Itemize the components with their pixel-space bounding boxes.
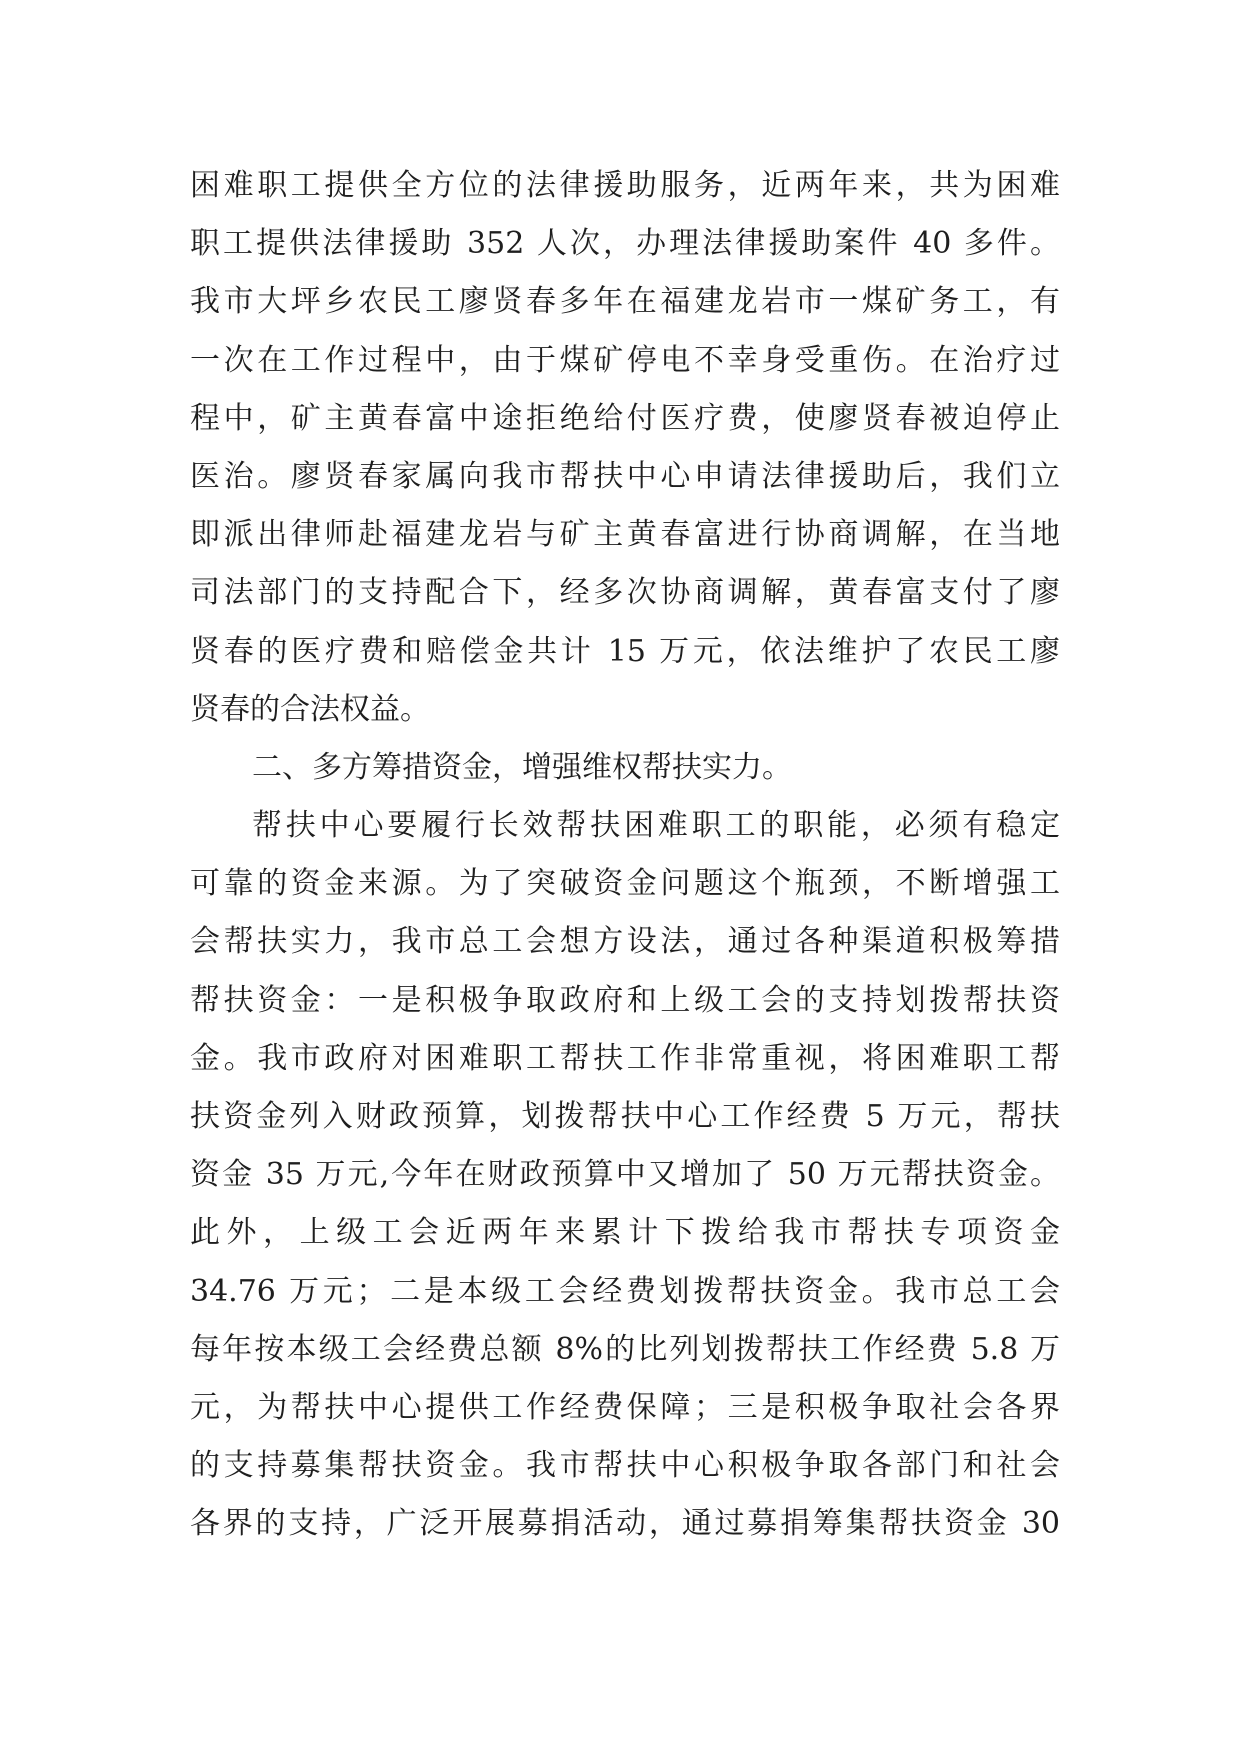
text-line: 会帮扶实力，我市总工会想方设法，通过各种渠道积极筹措 (190, 924, 1060, 960)
text-line: 程中，矿主黄春富中途拒绝给付医疗费，使廖贤春被迫停止 (190, 400, 1060, 436)
text-line: 困难职工提供全方位的法律援助服务，近两年来，共为困难 (190, 168, 1060, 203)
text-line: 此外，上级工会近两年来累计下拨给我市帮扶专项资金 (190, 1215, 1060, 1251)
text-line: 贤春的医疗费和赔偿金共计 15 万元，依法维护了农民工廖 (190, 633, 1060, 669)
text-line: 34.76 万元；二是本级工会经费划拨帮扶资金。我市总工会 (190, 1273, 1060, 1309)
text-line: 金。我市政府对困难职工帮扶工作非常重视，将困难职工帮 (190, 1040, 1060, 1076)
text-line: 扶资金列入财政预算，划拨帮扶中心工作经费 5 万元，帮扶 (190, 1099, 1060, 1134)
text-line: 可靠的资金来源。为了突破资金问题这个瓶颈，不断增强工 (190, 866, 1060, 902)
text-line: 一次在工作过程中，由于煤矿停电不幸身受重伤。在治疗过 (190, 342, 1060, 378)
text-line: 资金 35 万元,今年在财政预算中又增加了 50 万元帮扶资金。 (190, 1157, 1060, 1193)
text-line: 职工提供法律援助 352 人次，办理法律援助案件 40 多件。 (190, 226, 1060, 262)
text-line: 元，为帮扶中心提供工作经费保障；三是积极争取社会各界 (190, 1389, 1060, 1425)
text-line: 帮扶中心要履行长效帮扶困难职工的职能，必须有稳定 (252, 808, 1060, 844)
text-line: 的支持募集帮扶资金。我市帮扶中心积极争取各部门和社会 (190, 1448, 1060, 1484)
text-line: 帮扶资金：一是积极争取政府和上级工会的支持划拨帮扶资 (190, 982, 1060, 1018)
body-text (190, 157, 1060, 1554)
section-heading: 二、多方筹措资金，增强维权帮扶实力。 (252, 749, 792, 785)
text-line: 每年按本级工会经费总额 8%的比列划拨帮扶工作经费 5.8 万 (190, 1331, 1060, 1367)
text-line: 贤春的合法权益。 (190, 691, 430, 727)
text-line: 司法部门的支持配合下，经多次协商调解，黄春富支付了廖 (190, 575, 1060, 611)
text-line: 即派出律师赴福建龙岩与矿主黄春富进行协商调解，在当地 (190, 517, 1060, 553)
text-line: 各界的支持，广泛开展募捐活动，通过募捐筹集帮扶资金 30 (190, 1506, 1060, 1542)
text-line: 我市大坪乡农民工廖贤春多年在福建龙岩市一煤矿务工，有 (190, 284, 1060, 320)
text-line: 医治。廖贤春家属向我市帮扶中心申请法律援助后，我们立 (190, 458, 1060, 494)
